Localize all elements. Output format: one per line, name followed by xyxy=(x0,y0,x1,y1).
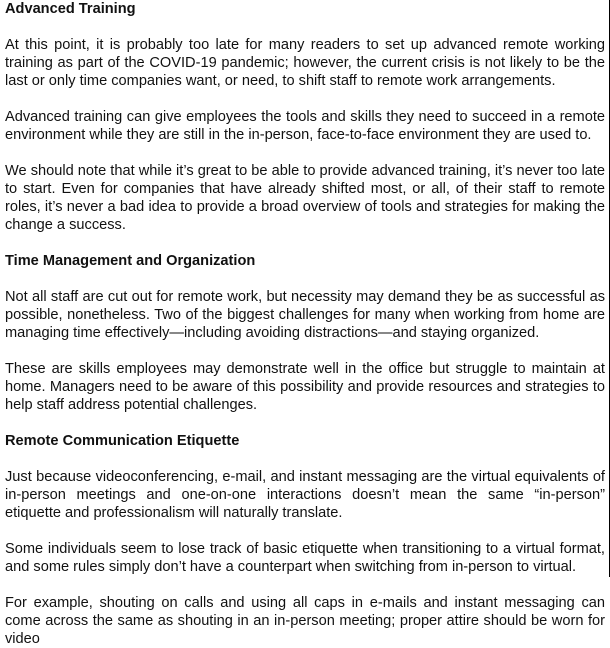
section-time-management xyxy=(5,252,605,432)
section-heading: Time Management and Organization xyxy=(5,253,256,269)
section-advanced-training xyxy=(5,0,605,252)
paragraph: For example, shouting on calls and using all caps in e-mails and instant messaging can come across the same as shouting in an in-person meeting; proper attire should be worn for video xyxy=(5,595,605,647)
paragraph: These are skills employees may demonstrate well in the office but struggle to maintain at home. Managers need to be aware of this possibility and provide resources and strategies to help staff address potential challenges. xyxy=(5,361,605,413)
section-heading: Remote Communication Etiquette xyxy=(5,433,240,449)
paragraph: Just because videoconferencing, e-mail, and instant messaging are the virtual equivalents of in-person meetings and one-on-one interactions doesn’t mean the same “in-person” etiquette and professionalism will naturally translate. xyxy=(5,469,605,521)
section-heading: Advanced Training xyxy=(5,1,136,17)
paragraph: At this point, it is probably too late for many readers to set up advanced remote working training as part of the COVID-19 pandemic; however, the current crisis is not likely to be the last or only time companies want, or need, to shift staff to remote work arrangements. xyxy=(5,37,605,89)
section-remote-communication xyxy=(5,432,605,648)
paragraph: Advanced training can give employees the tools and skills they need to succeed in a remote environment while they are still in the in-person, face-to-face environment they are used to. xyxy=(5,109,605,143)
paragraph: Not all staff are cut out for remote work, but necessity may demand they be as successful as possible, nonetheless. Two of the biggest challenges for many when working from home are managing time effectively—including avoiding distractions—and staying organized. xyxy=(5,289,605,341)
paragraph: We should note that while it’s great to be able to provide advanced training, it’s never too late to start. Even for companies that have already shifted most, or all, of their staff to remote roles, it’s never a bad idea to provide a broad overview of tools and strategies for making the change a success. xyxy=(5,163,605,233)
paragraph: Some individuals seem to lose track of basic etiquette when transitioning to a virtual format, and some rules simply don’t have a counterpart when switching from in-person to virtual. xyxy=(5,541,605,575)
